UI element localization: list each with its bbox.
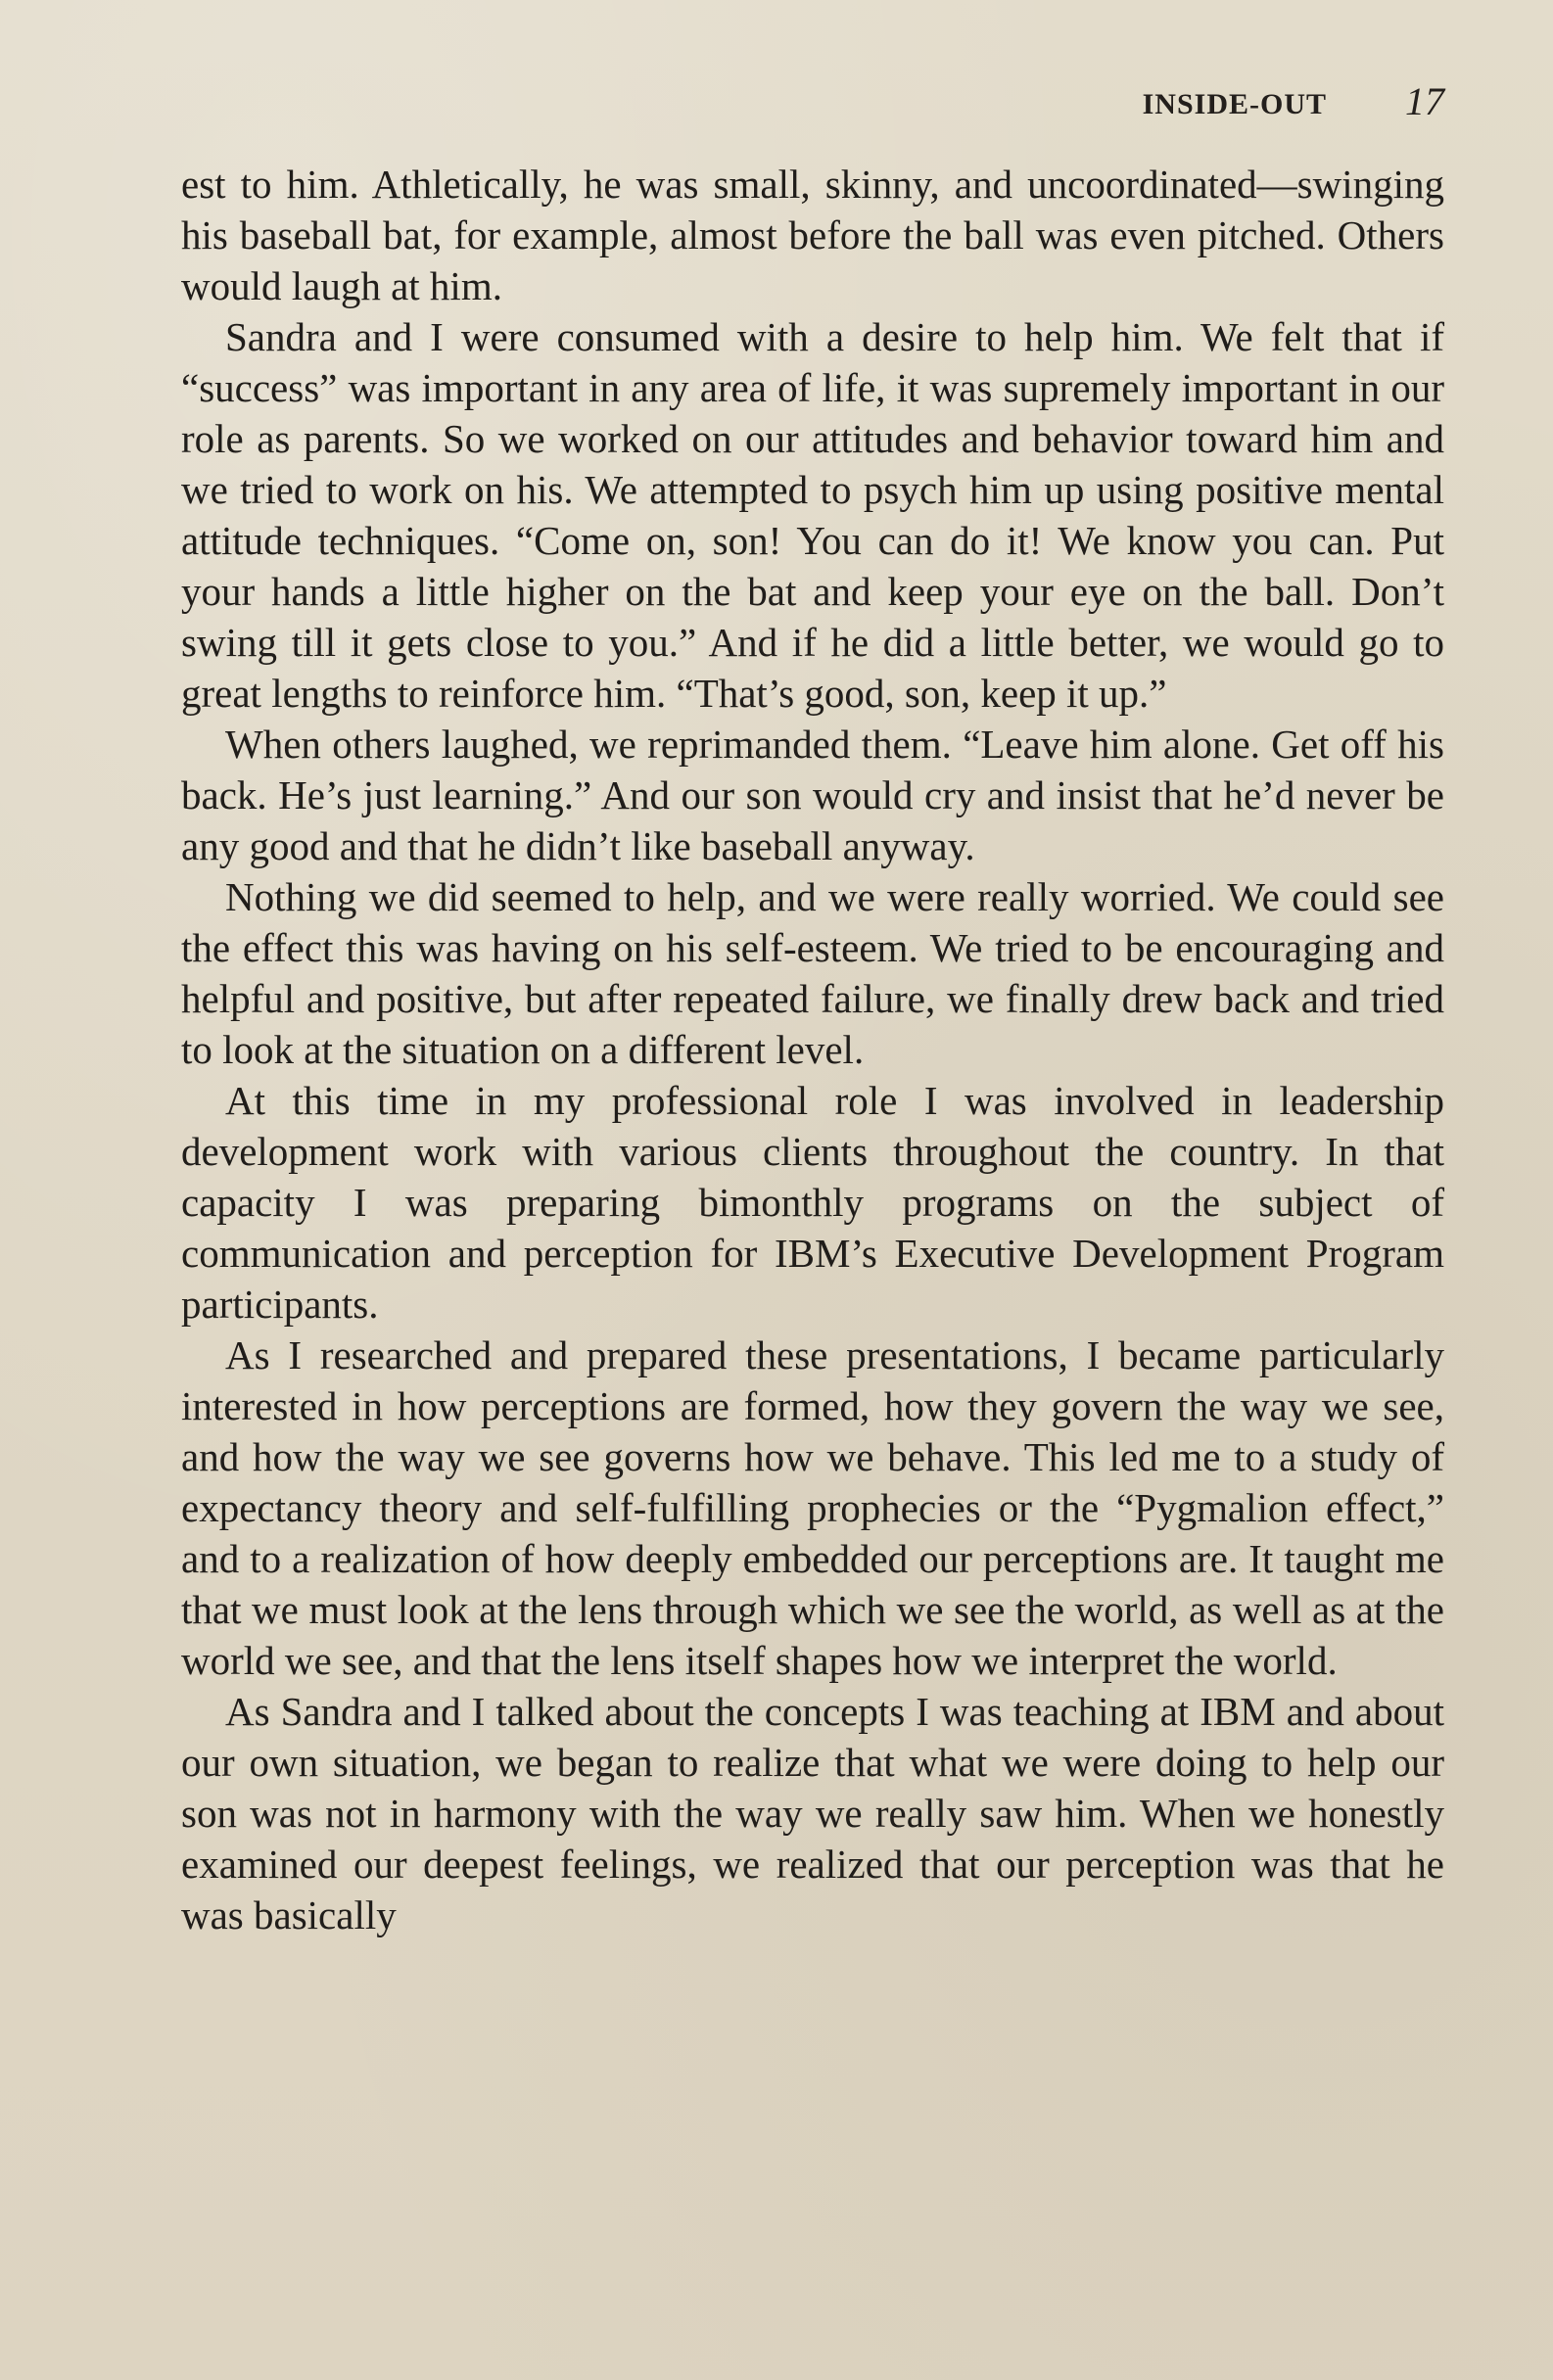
paragraph-2: Sandra and I were consumed with a desire to help him. We felt that if “success” was important in any area of life, it was supremely important in our role as parents. So we worked on our attitudes and behavior toward him and we tried to work on his. We attempted to psych him up using positive mental attitude techniques. “Come on, son! You can do it! We know you can. Put your hands a little higher on the bat and keep your eye on the ball. Don’t swing till it gets close to you.” And if he did a little better, we would go to great lengths to reinforce him. “That’s good, son, keep it up.” [181, 314, 1444, 716]
paragraph-1: est to him. Athletically, he was small, skinny, and uncoordinated—swinging his baseball bat, for example, almost before the ball was even pitched. Others would laugh at him. [181, 162, 1444, 308]
page-number: 17 [1405, 79, 1444, 123]
paragraph-3: When others laughed, we reprimanded them. “Leave him alone. Get off his back. He’s just learning.” And our son would cry and insist that he’d never be any good and that he didn’t like baseball anyway. [181, 722, 1444, 868]
paragraph-7: As Sandra and I talked about the concepts I was teaching at IBM and about our own situation, we began to realize that what we were doing to help our son was not in harmony with the way we really saw him. When we honestly examined our deepest feelings, we realized that our perception was that he was basically [181, 1689, 1444, 1937]
paragraph-6: As I researched and prepared these presentations, I became particularly interested in how perceptions are formed, how they govern the way we see, and how the way we see governs how we behave. This led me to a study of expectancy theory and self-fulfilling prophecies or the “Pygmalion effect,” and to a realization of how deeply embedded our perceptions are. It taught me that we must look at the lens through which we see the world, as well as at the world we see, and that the lens itself shapes how we interpret the world. [181, 1332, 1444, 1683]
page-header [176, 78, 1444, 137]
running-head: INSIDE-OUT [1142, 88, 1327, 120]
paragraph-5: At this time in my professional role I was involved in leadership development work with various clients throughout the country. In that capacity I was preparing bimonthly programs on the subject of communication and perception for IBM’s Executive Development Program participants. [181, 1078, 1444, 1327]
paragraph-4: Nothing we did seemed to help, and we were really worried. We could see the effect this was having on his self-esteem. We tried to be encouraging and helpful and positive, but after repeated failure, we finally drew back and tried to look at the situation on a different level. [181, 874, 1444, 1072]
body-text [181, 159, 1444, 1940]
